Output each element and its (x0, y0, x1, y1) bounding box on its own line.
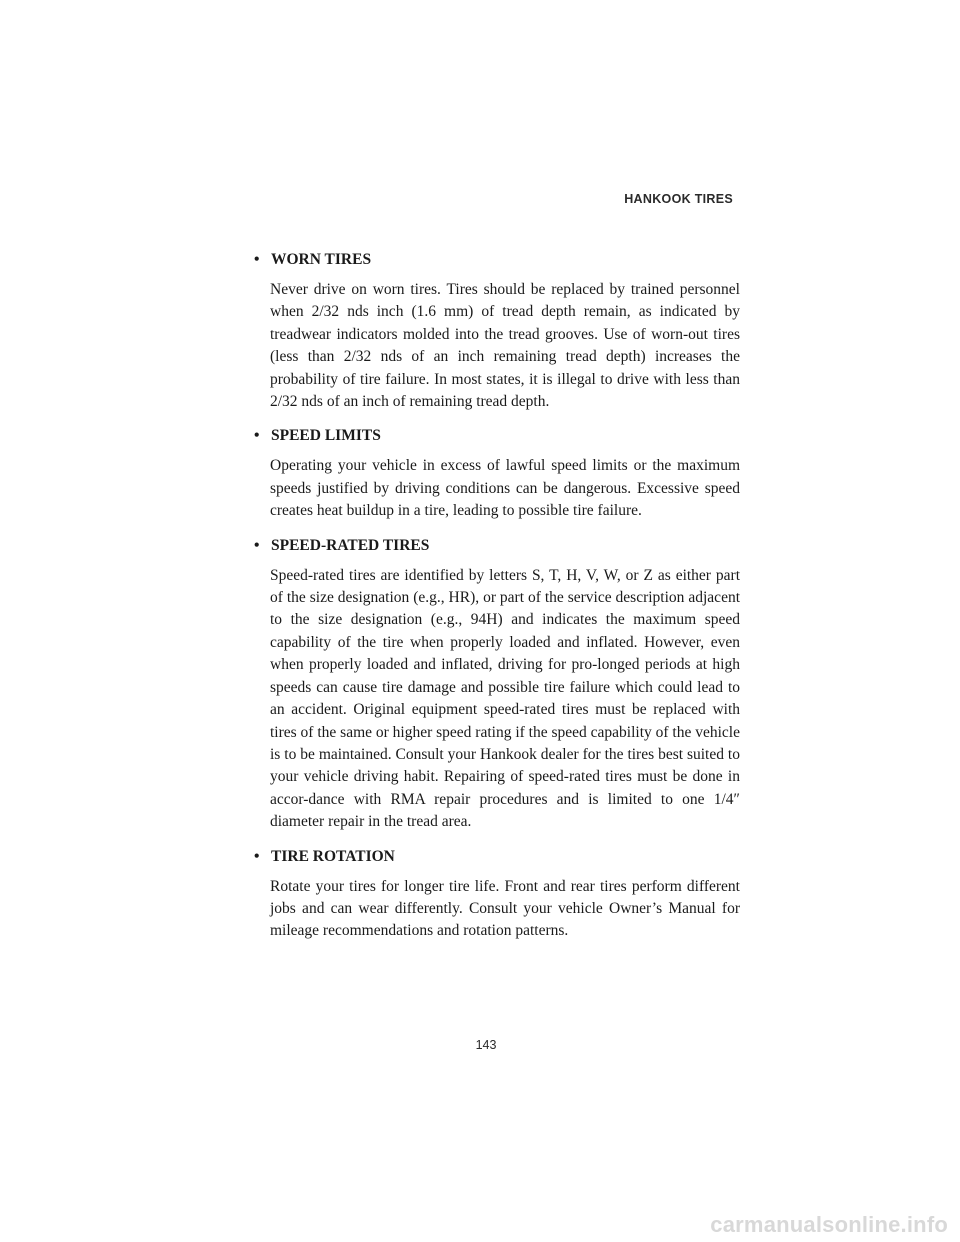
heading-text: SPEED-RATED TIRES (271, 536, 430, 554)
heading-text: WORN TIRES (271, 251, 372, 268)
section-heading (254, 846, 740, 868)
section-paragraph: Operating your vehicle in excess of lawful speed limits or the maximum speeds justified by driving conditions can be dangerous. Excessive speed creates heat buildup in a tire, leading to possible tire failure. (270, 457, 740, 520)
bullet-icon: • (254, 427, 260, 445)
running-head: HANKOOK TIRES (624, 192, 733, 206)
section-tire-rotation (254, 846, 740, 943)
section-heading (254, 425, 740, 447)
section-heading (254, 535, 740, 557)
heading-text: SPEED LIMITS (271, 427, 381, 445)
section-speed-limits (254, 425, 740, 522)
bullet-icon: • (254, 847, 260, 865)
heading-text: TIRE ROTATION (271, 847, 395, 865)
section-paragraph: Speed-rated tires are identified by letters S, T, H, V, W, or Z as either part of the size designation (e.g., HR), or part of the service description adjacent to the size designation (e.g., 94H) and indicates the maximum speed capability of the tire when properly loaded and inflated. However, even when properly loaded and inflated, driving for pro-longed periods at high speeds can cause tire damage and possible tire failure which could lead to an accident. Original equipment speed-rated tires must be replaced with tires of the same or higher speed rating if the speed capability of the vehicle is to be maintained. Consult your Hankook dealer for the tires best suited to your vehicle driving habit. Repairing of speed-rated tires must be done in accor-dance with RMA repair procedures and is limited to one 1/4″ diameter repair in the tread area. (270, 566, 740, 831)
section-heading (254, 249, 740, 271)
page-number: 143 (475, 1038, 497, 1052)
watermark-text: carmanualsonline.info (710, 1212, 948, 1237)
bullet-icon: • (254, 251, 260, 268)
body-content (254, 249, 740, 955)
section-worn-tires (254, 249, 740, 413)
section-paragraph: Rotate your tires for longer tire life. Front and rear tires perform different jobs and can wear differently. Consult your vehicle Owner’s Manual for mileage recommendations and rotation patterns. (270, 877, 740, 940)
section-paragraph: Never drive on worn tires. Tires should be replaced by trained personnel when 2/32 nds inch (1.6 mm) of tread depth remain, as indicated by treadwear indicators molded into the tread grooves. Use of worn-out tires (less than 2/32 nds of an inch remaining tread depth) increases the probability of tire failure. In most states, it is illegal to drive with less than 2/32 nds of an inch of remaining tread depth. (270, 281, 740, 411)
section-speed-rated-tires (254, 535, 740, 834)
bullet-icon: • (254, 536, 260, 554)
